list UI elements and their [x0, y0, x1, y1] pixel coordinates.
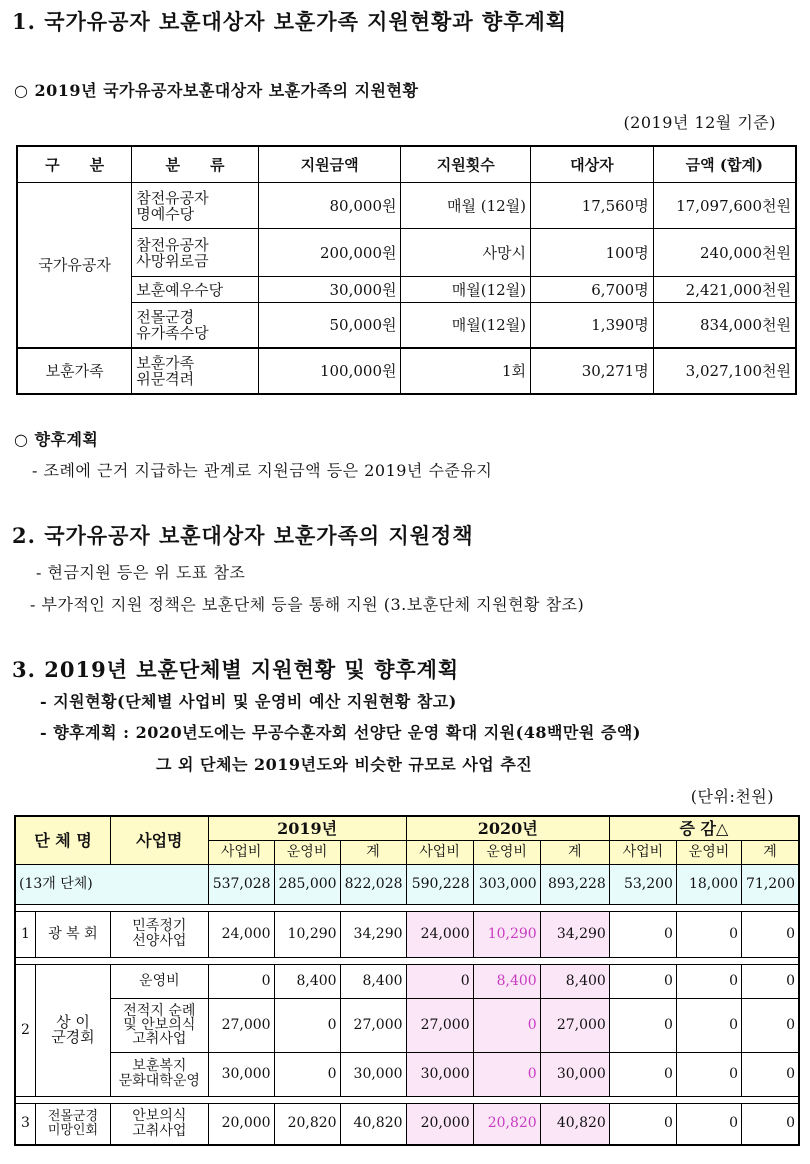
table-cell: 8,400 — [274, 964, 340, 998]
table-cell: 303,000 — [473, 864, 540, 904]
business-name: 안보의식 고취사업 — [111, 1103, 209, 1145]
table-cell: 0 — [741, 964, 799, 998]
plan-text: - 조례에 근거 지급하는 관계로 지원금액 등은 2019년 수준유지 — [32, 461, 493, 480]
col-header-business: 사업명 — [111, 816, 209, 864]
table-cell: 20,820 — [274, 1103, 340, 1145]
table-cell: 0 — [741, 911, 799, 957]
table-cell: 10,290 — [274, 911, 340, 957]
table-cell: 0 — [609, 1103, 676, 1145]
table-cell: 0 — [609, 998, 676, 1052]
table-cell: 0 — [473, 998, 540, 1052]
table-cell: 27,000 — [340, 998, 406, 1052]
table-cell: 24,000 — [208, 911, 274, 957]
plan-heading: ○ 향후계획 — [14, 430, 99, 449]
col-header-2019: 2019년 — [208, 816, 406, 840]
cell-type: 참전유공자 사망위로금 — [132, 229, 259, 277]
table-cell: 0 — [741, 1103, 799, 1145]
table-row — [17, 183, 796, 229]
col-header-sum: 계 — [540, 840, 609, 864]
table-header-row — [17, 146, 796, 183]
table-cell: 590,228 — [406, 864, 473, 904]
cell-target: 17,560명 — [531, 183, 654, 229]
spacer-row — [15, 1096, 799, 1103]
cell-target: 100명 — [531, 229, 654, 277]
cell-amount: 100,000원 — [258, 348, 401, 394]
org-name: 광 복 회 — [35, 911, 110, 957]
table-row — [15, 964, 799, 998]
cell-target: 30,271명 — [531, 348, 654, 394]
org-number: 2 — [15, 964, 35, 1096]
table-cell: 18,000 — [676, 864, 741, 904]
section2-line2: - 부가적인 지원 정책은 보훈단체 등을 통해 지원 (3.보훈단체 지원현황 참조) — [30, 595, 585, 614]
table-cell: 30,000 — [406, 1052, 473, 1096]
section2-line1: - 현금지원 등은 위 도표 참조 — [36, 563, 246, 582]
table-cell: 30,000 — [540, 1052, 609, 1096]
table-cell: 27,000 — [406, 998, 473, 1052]
table-row — [17, 277, 796, 303]
table-row — [17, 348, 796, 394]
table-cell: 20,000 — [406, 1103, 473, 1145]
table-cell: 27,000 — [208, 998, 274, 1052]
table-cell: 0 — [676, 998, 741, 1052]
table-row — [15, 1103, 799, 1145]
col-header-frequency: 지원횟수 — [401, 146, 531, 183]
table-cell: 0 — [676, 1103, 741, 1145]
section1-heading: 1. 국가유공자 보훈대상자 보훈가족 지원현황과 향후계획 — [12, 9, 568, 34]
table-cell: 0 — [208, 964, 274, 998]
table-cell: 0 — [473, 1052, 540, 1096]
table-total-row — [15, 864, 799, 904]
cell-frequency: 매월 (12월) — [401, 183, 531, 229]
table-cell: 0 — [676, 1052, 741, 1096]
group-label: 국가유공자 — [17, 183, 132, 348]
col-header-target: 대상자 — [531, 146, 654, 183]
section3-line1: - 지원현황(단체별 사업비 및 운영비 예산 지원현황 참고) — [40, 692, 457, 711]
col-header-category: 구 분 — [17, 146, 132, 183]
table-cell: 40,820 — [340, 1103, 406, 1145]
basis-date: (2019년 12월 기준) — [623, 113, 776, 132]
business-name: 민족정기 선양사업 — [111, 911, 209, 957]
col-header-op-cost: 운영비 — [274, 840, 340, 864]
org-number: 3 — [15, 1103, 35, 1145]
table-cell: 537,028 — [208, 864, 274, 904]
table-header-row — [15, 816, 799, 840]
table-row — [15, 998, 799, 1052]
table-cell: 0 — [676, 911, 741, 957]
cell-amount: 50,000원 — [258, 303, 401, 348]
cell-type: 전몰군경 유가족수당 — [132, 303, 259, 348]
table-cell: 893,228 — [540, 864, 609, 904]
col-header-biz-cost: 사업비 — [406, 840, 473, 864]
total-label: (13개 단체) — [15, 864, 208, 904]
support-status-table — [16, 145, 797, 395]
col-header-type: 분 류 — [132, 146, 259, 183]
table-row — [17, 229, 796, 277]
table-cell: 8,400 — [540, 964, 609, 998]
table-cell: 0 — [609, 964, 676, 998]
org-number: 1 — [15, 911, 35, 957]
table-cell: 27,000 — [540, 998, 609, 1052]
business-name: 운영비 — [111, 964, 209, 998]
table-cell: 0 — [741, 1052, 799, 1096]
col-header-op-cost: 운영비 — [676, 840, 741, 864]
table-row — [15, 1052, 799, 1096]
table-cell: 34,290 — [340, 911, 406, 957]
table-cell: 30,000 — [340, 1052, 406, 1096]
spacer-row — [15, 904, 799, 911]
table-cell: 20,000 — [208, 1103, 274, 1145]
cell-type: 보훈예우수당 — [132, 277, 259, 303]
cell-total: 3,027,100천원 — [653, 348, 796, 394]
org-name: 전몰군경 미망인회 — [35, 1103, 110, 1145]
cell-target: 6,700명 — [531, 277, 654, 303]
table-cell: 0 — [741, 998, 799, 1052]
table-cell: 34,290 — [540, 911, 609, 957]
table-cell: 0 — [274, 1052, 340, 1096]
section1-subheading: ○ 2019년 국가유공자보훈대상자 보훈가족의 지원현황 — [14, 81, 419, 100]
table-row — [17, 303, 796, 348]
col-header-biz-cost: 사업비 — [208, 840, 274, 864]
spacer-row — [15, 957, 799, 964]
section3-line3: 그 외 단체는 2019년도와 비슷한 규모로 사업 추진 — [156, 755, 533, 774]
section3-heading: 3. 2019년 보훈단체별 지원현황 및 향후계획 — [12, 657, 460, 682]
table-cell: 0 — [274, 998, 340, 1052]
cell-total: 240,000천원 — [653, 229, 796, 277]
section3-line2: - 향후계획 : 2020년도에는 무공수훈자회 선양단 운영 확대 지원(48백만원 증액) — [40, 723, 641, 742]
cell-amount: 200,000원 — [258, 229, 401, 277]
table-cell: 30,000 — [208, 1052, 274, 1096]
cell-total: 834,000천원 — [653, 303, 796, 348]
col-header-total: 금액 (합계) — [653, 146, 796, 183]
table-cell: 0 — [609, 1052, 676, 1096]
table-cell: 71,200 — [741, 864, 799, 904]
table-cell: 285,000 — [274, 864, 340, 904]
table-cell: 53,200 — [609, 864, 676, 904]
table-cell: 0 — [406, 964, 473, 998]
cell-frequency: 1회 — [401, 348, 531, 394]
cell-frequency: 매월(12월) — [401, 277, 531, 303]
col-header-biz-cost: 사업비 — [609, 840, 676, 864]
table-cell: 24,000 — [406, 911, 473, 957]
col-header-diff: 증 감△ — [609, 816, 799, 840]
section2-heading: 2. 국가유공자 보훈대상자 보훈가족의 지원정책 — [12, 523, 474, 548]
cell-amount: 30,000원 — [258, 277, 401, 303]
col-header-sum: 계 — [741, 840, 799, 864]
table-cell: 10,290 — [473, 911, 540, 957]
cell-target: 1,390명 — [531, 303, 654, 348]
business-name: 보훈복지 문화대학운영 — [111, 1052, 209, 1096]
cell-amount: 80,000원 — [258, 183, 401, 229]
col-header-2020: 2020년 — [406, 816, 609, 840]
col-header-sum: 계 — [340, 840, 406, 864]
group-label: 보훈가족 — [17, 348, 132, 394]
cell-frequency: 매월(12월) — [401, 303, 531, 348]
col-header-org: 단 체 명 — [15, 816, 111, 864]
org-budget-table — [14, 815, 800, 1146]
col-header-amount: 지원금액 — [258, 146, 401, 183]
table-cell: 8,400 — [340, 964, 406, 998]
org-name: 상 이 군경회 — [35, 964, 110, 1096]
table-cell: 20,820 — [473, 1103, 540, 1145]
table-cell: 0 — [609, 911, 676, 957]
cell-frequency: 사망시 — [401, 229, 531, 277]
unit-label: (단위:천원) — [690, 787, 774, 806]
cell-type: 참전유공자 명예수당 — [132, 183, 259, 229]
cell-total: 17,097,600천원 — [653, 183, 796, 229]
table-cell: 8,400 — [473, 964, 540, 998]
cell-type: 보훈가족 위문격려 — [132, 348, 259, 394]
col-header-op-cost: 운영비 — [473, 840, 540, 864]
table-row — [15, 911, 799, 957]
cell-total: 2,421,000천원 — [653, 277, 796, 303]
table-cell: 822,028 — [340, 864, 406, 904]
table-cell: 40,820 — [540, 1103, 609, 1145]
business-name: 전적지 순례 및 안보의식 고취사업 — [111, 998, 209, 1052]
table-cell: 0 — [676, 964, 741, 998]
